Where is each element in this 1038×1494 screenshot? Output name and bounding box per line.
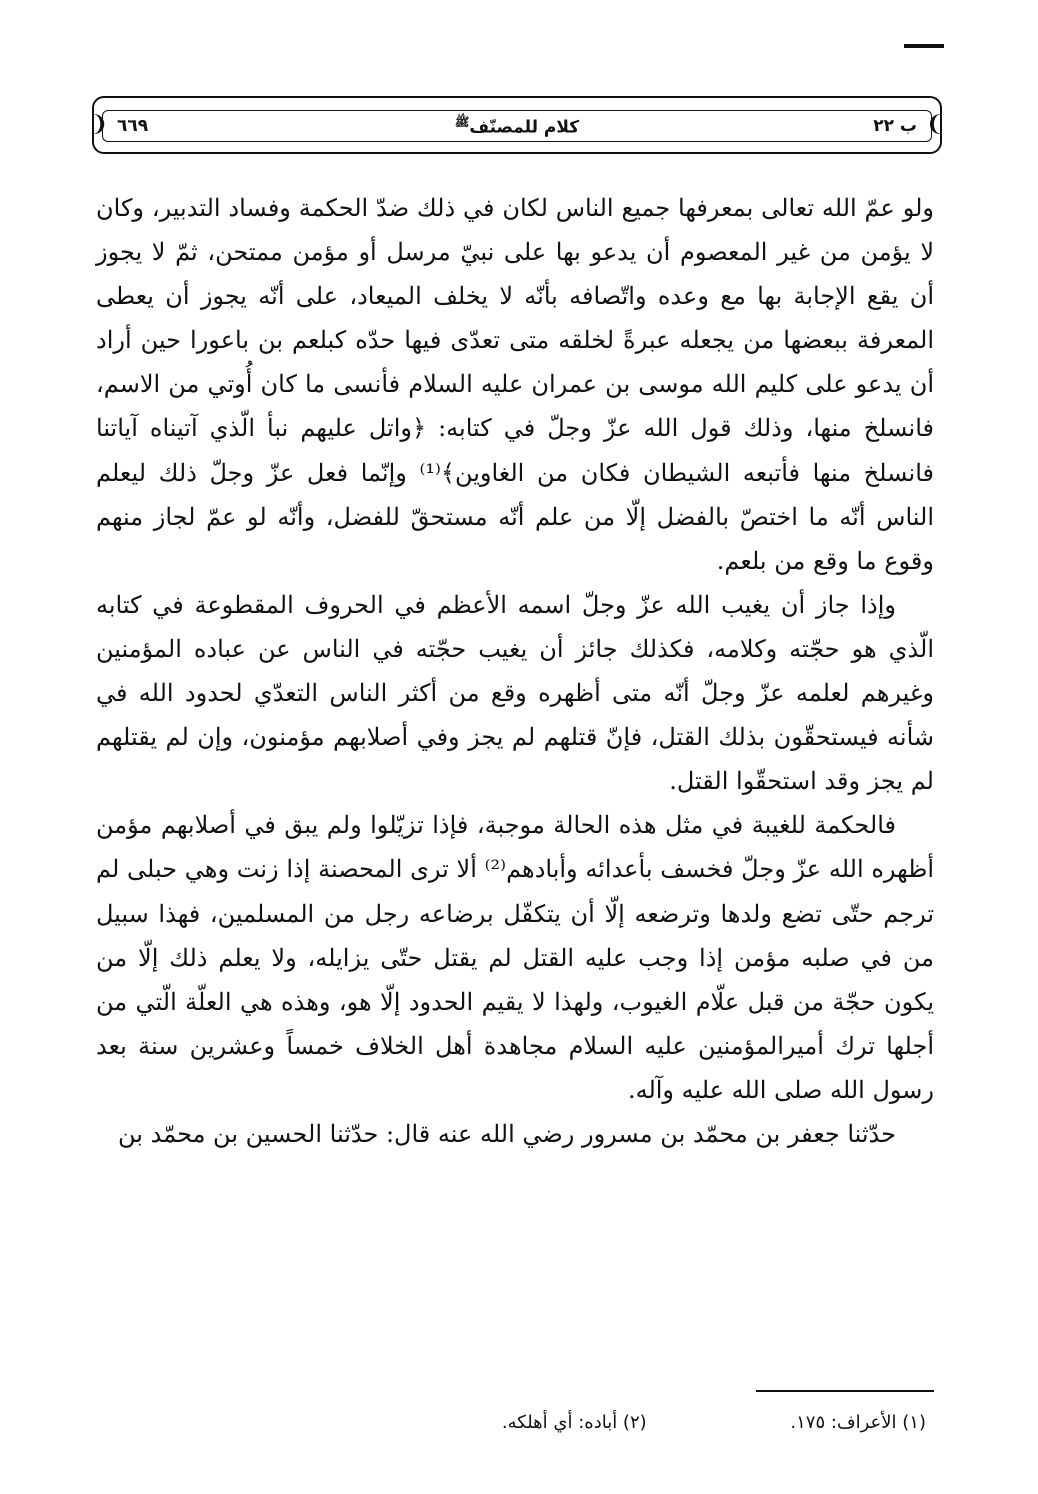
header-bar	[102, 110, 932, 142]
ornament-right-icon: ❨	[925, 112, 944, 137]
page-title	[247, 115, 787, 138]
paragraph-3: فالحكمة للغيبة في مثل هذه الحالة موجبة، فإذا تزيّلوا ولم يبق في أصلابهم مؤمن أظهره الله عزّ وجلّ فخسف بأعدائه وأبادهم⁽²⁾ ألا ترى المحصنة إذا زنت وهي حبلى لم ترجم حتّى تضع ولدها وترضعه إلّا أن يتكفّل برضاعه رجل من المسلمين، فهذا سبيل من في صلبه مؤمن إذا وجب عليه القتل لم يقتل حتّى يزايله، ولا يعلم ذلك إلّا من يكون حجّة من قبل علّام الغيوب، ولهذا لا يقيم الحدود إلّا هو، وهذه هي العلّة الّتي من أجلها ترك أميرالمؤمنين عليه السلام مجاهدة أهل الخلاف خمساً وعشرين سنة بعد رسول الله صلى الله عليه وآله.	[96, 811, 935, 1104]
section-label: ب ٢٢	[873, 116, 917, 136]
running-header	[92, 96, 942, 154]
title-honorific: ﷺ	[454, 114, 470, 129]
paragraph-2: وإذا جاز أن يغيب الله عزّ وجلّ اسمه الأعظم في الحروف المقطوعة في كتابه الّذي هو حجّته وكلامه، فكذلك جائز أن يغيب حجّته في الناس عن عباده المؤمنين وغيرهم لعلمه عزّ وجلّ أنّه متى أظهره وقع من أكثر الناس التعدّي لحدود الله في شأنه فيستحقّون بذلك القتل، فإنّ قتلهم لم يجز وفي أصلابهم مؤمنون، وإن لم يقتلهم لم يجز وقد استحقّوا القتل.	[96, 590, 934, 796]
footnote-rule	[756, 1390, 934, 1392]
footnotes	[96, 1412, 934, 1433]
page-number: ٦٦٩	[117, 116, 149, 136]
footnote-2: (٢) أباده: أي أهلكه.	[501, 1412, 647, 1433]
paragraph-4: حدّثنا جعفر بن محمّد بن مسرور رضي الله عنه قال: حدّثنا الحسين بن محمّد بن	[118, 1119, 896, 1148]
footnote-1: (١) الأعراف: ١٧٥.	[790, 1412, 926, 1433]
body-text	[96, 186, 934, 1156]
top-edge-mark	[904, 44, 944, 48]
ornament-left-icon: ❩	[90, 112, 109, 137]
paragraph-1: ولو عمّ الله تعالى بمعرفها جميع الناس لكان في ذلك ضدّ الحكمة وفساد التدبير، وكان لا يؤمن من غير المعصوم أن يدعو بها على نبيّ مرسل أو مؤمن ممتحن، ثمّ لا يجوز أن يقع الإجابة بها مع وعده واتّصافه بأنّه لا يخلف الميعاد، على أنّه يجوز أن يعطى المعرفة ببعضها من يجعله عبرةً لخلقه متى تعدّى فيها حدّه كبلعم بن باعورا حين أراد أن يدعو على كليم الله موسى بن عمران عليه السلام فأنسى ما كان أُوتي من الاسم، فانسلخ منها، وذلك قول الله عزّ وجلّ في كتابه: ﴿واتل عليهم نبأ الّذي آتيناه آياتنا فانسلخ منها فأتبعه الشيطان فكان من الغاوين﴾⁽¹⁾ وإنّما فعل عزّ وجلّ ذلك ليعلم الناس أنّه ما اختصّ بالفضل إلّا من علم أنّه مستحقّ للفضل، وأنّه لو عمّ لجاز منهم وقوع ما وقع من بلعم.	[96, 194, 935, 575]
title-text: كلام للمصنّف	[469, 117, 580, 138]
